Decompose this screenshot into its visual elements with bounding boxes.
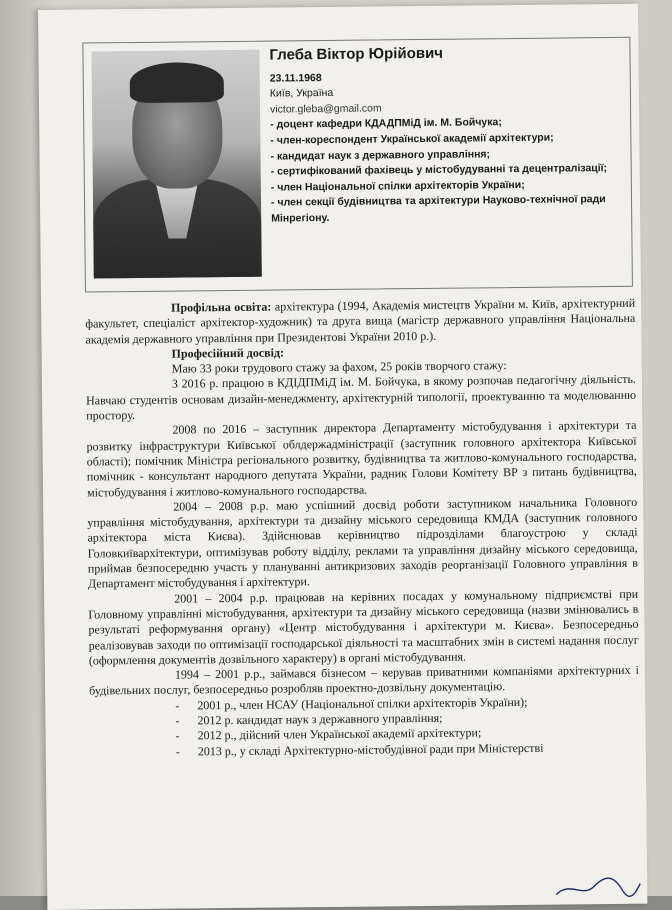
email: victor.gleba@gmail.com [269,102,382,116]
experience-paragraph: З 2016 р. працюю в КДІДПМіД ім. М. Бойчука, в якому розпочав педагогічну діяльність. Навчаю студентів основам дизайн-менеджменту, архітектурній типології, проектуванню та моделюванню простору. [86,372,637,423]
list-item: - 2012 р. кандидат наук з державного управління; [175,709,639,729]
role-item: - сертифікований фахівець у містобудуванні та децентралізації; [270,162,608,178]
list-item: - 2001 р., член НСАУ (Національної спілки архітекторів України); [175,693,639,713]
experience-paragraph: 2001 – 2004 р.р. працював на керівних посадах у комунальному підприємстві при Головному управлінні містобудування, архітектури та дизайну міського середовища (назви змінювались в результаті реформування органу) «Центр містобудування і архітектури м. Києва». Безпосередньо реалізовував заходи по оптимізації господарської діяльності та масштабних змін в системі надання послуг (оформлення документів дозвільного характеру) в органі містобудування. [88,586,639,668]
role-item: - член Національної спілки архітекторів України; [270,178,525,194]
list-item: - 2012 р., дійсний член Української академії архітектури; [176,724,640,744]
profile-photo [91,50,261,279]
photo-hair [130,62,224,103]
profile-info [269,44,621,227]
role-item: - кандидат наук з державного управління; [270,147,491,163]
education-label: Профільна освіта: [171,299,272,315]
document-page [38,4,647,910]
experience-label: Професійний досвід: [171,345,285,361]
role-item: - член секції будівництва та архітектури Науково-технічної ради Мінрегіону. [270,193,606,225]
profile-header [82,37,633,293]
list-item: - 2013 р., у складі Архітектурно-містобудівної ради при Міністерстві [176,739,640,759]
signature [552,872,642,901]
experience-paragraph: 2004 – 2008 р.р. маю успішний досвід роботи заступником начальника Головного управління містобудування, архітектури та дизайну міського середовища КМДА (заступник головного архітектора міста Києва). Здійснював керівництво підрозділами благоустрою у складі Головкиївархітектури, оптимізував роботу відділу, реклами та управління дизайну міського середовища, приймав безпосередню участь у плануванні антикризових заходів реорганізації Головного управління в Департамент містобудування і архітектури. [87,494,638,591]
experience-paragraph: 2008 по 2016 – заступник директора Департаменту містобудування і архітектури та розвитку інфраструктури Київської облдержадміністрації (заступник головного архітектора Київської області); помічник Міністра регіонального розвитку, будівництва та житлово-комунального господарства, помічник - консультант народного депутата України, радник Голови Комітету ВР з питань будівництва, містобудування і житлово-комунального господарства. [86,418,637,500]
education-paragraph [85,296,635,348]
education-text: архітектура (1994, Академія мистецтв України м. Київ, архітектурний факультет, спеціаліст архітектор-художник) та друга вища (магістр державного управління Національна академія державного управління при Президентові України 2010 р.). [85,295,636,347]
city: Київ, Україна [269,87,334,100]
role-item: - доцент кафедри КДАДПМіД ім. М. Бойчука; [270,116,502,131]
cv-body [85,296,640,761]
person-name: Глеба Віктор Юрійович [269,44,444,64]
experience-paragraph: 1994 – 2001 р.р., займався бізнесом – керував приватними компаніями архітектурних і будівельних послуг, безпосередньо розробляв проектно-дозвільну документацію. [89,662,640,698]
experience-paragraph: Маю 33 роки трудового стажу за фахом, 25 років творчого стажу: [171,358,507,376]
role-item: - член-кореспондент Української академії архітектури; [270,131,554,147]
birth-date: 23.11.1968 [269,71,322,85]
achievements-list [89,693,640,760]
